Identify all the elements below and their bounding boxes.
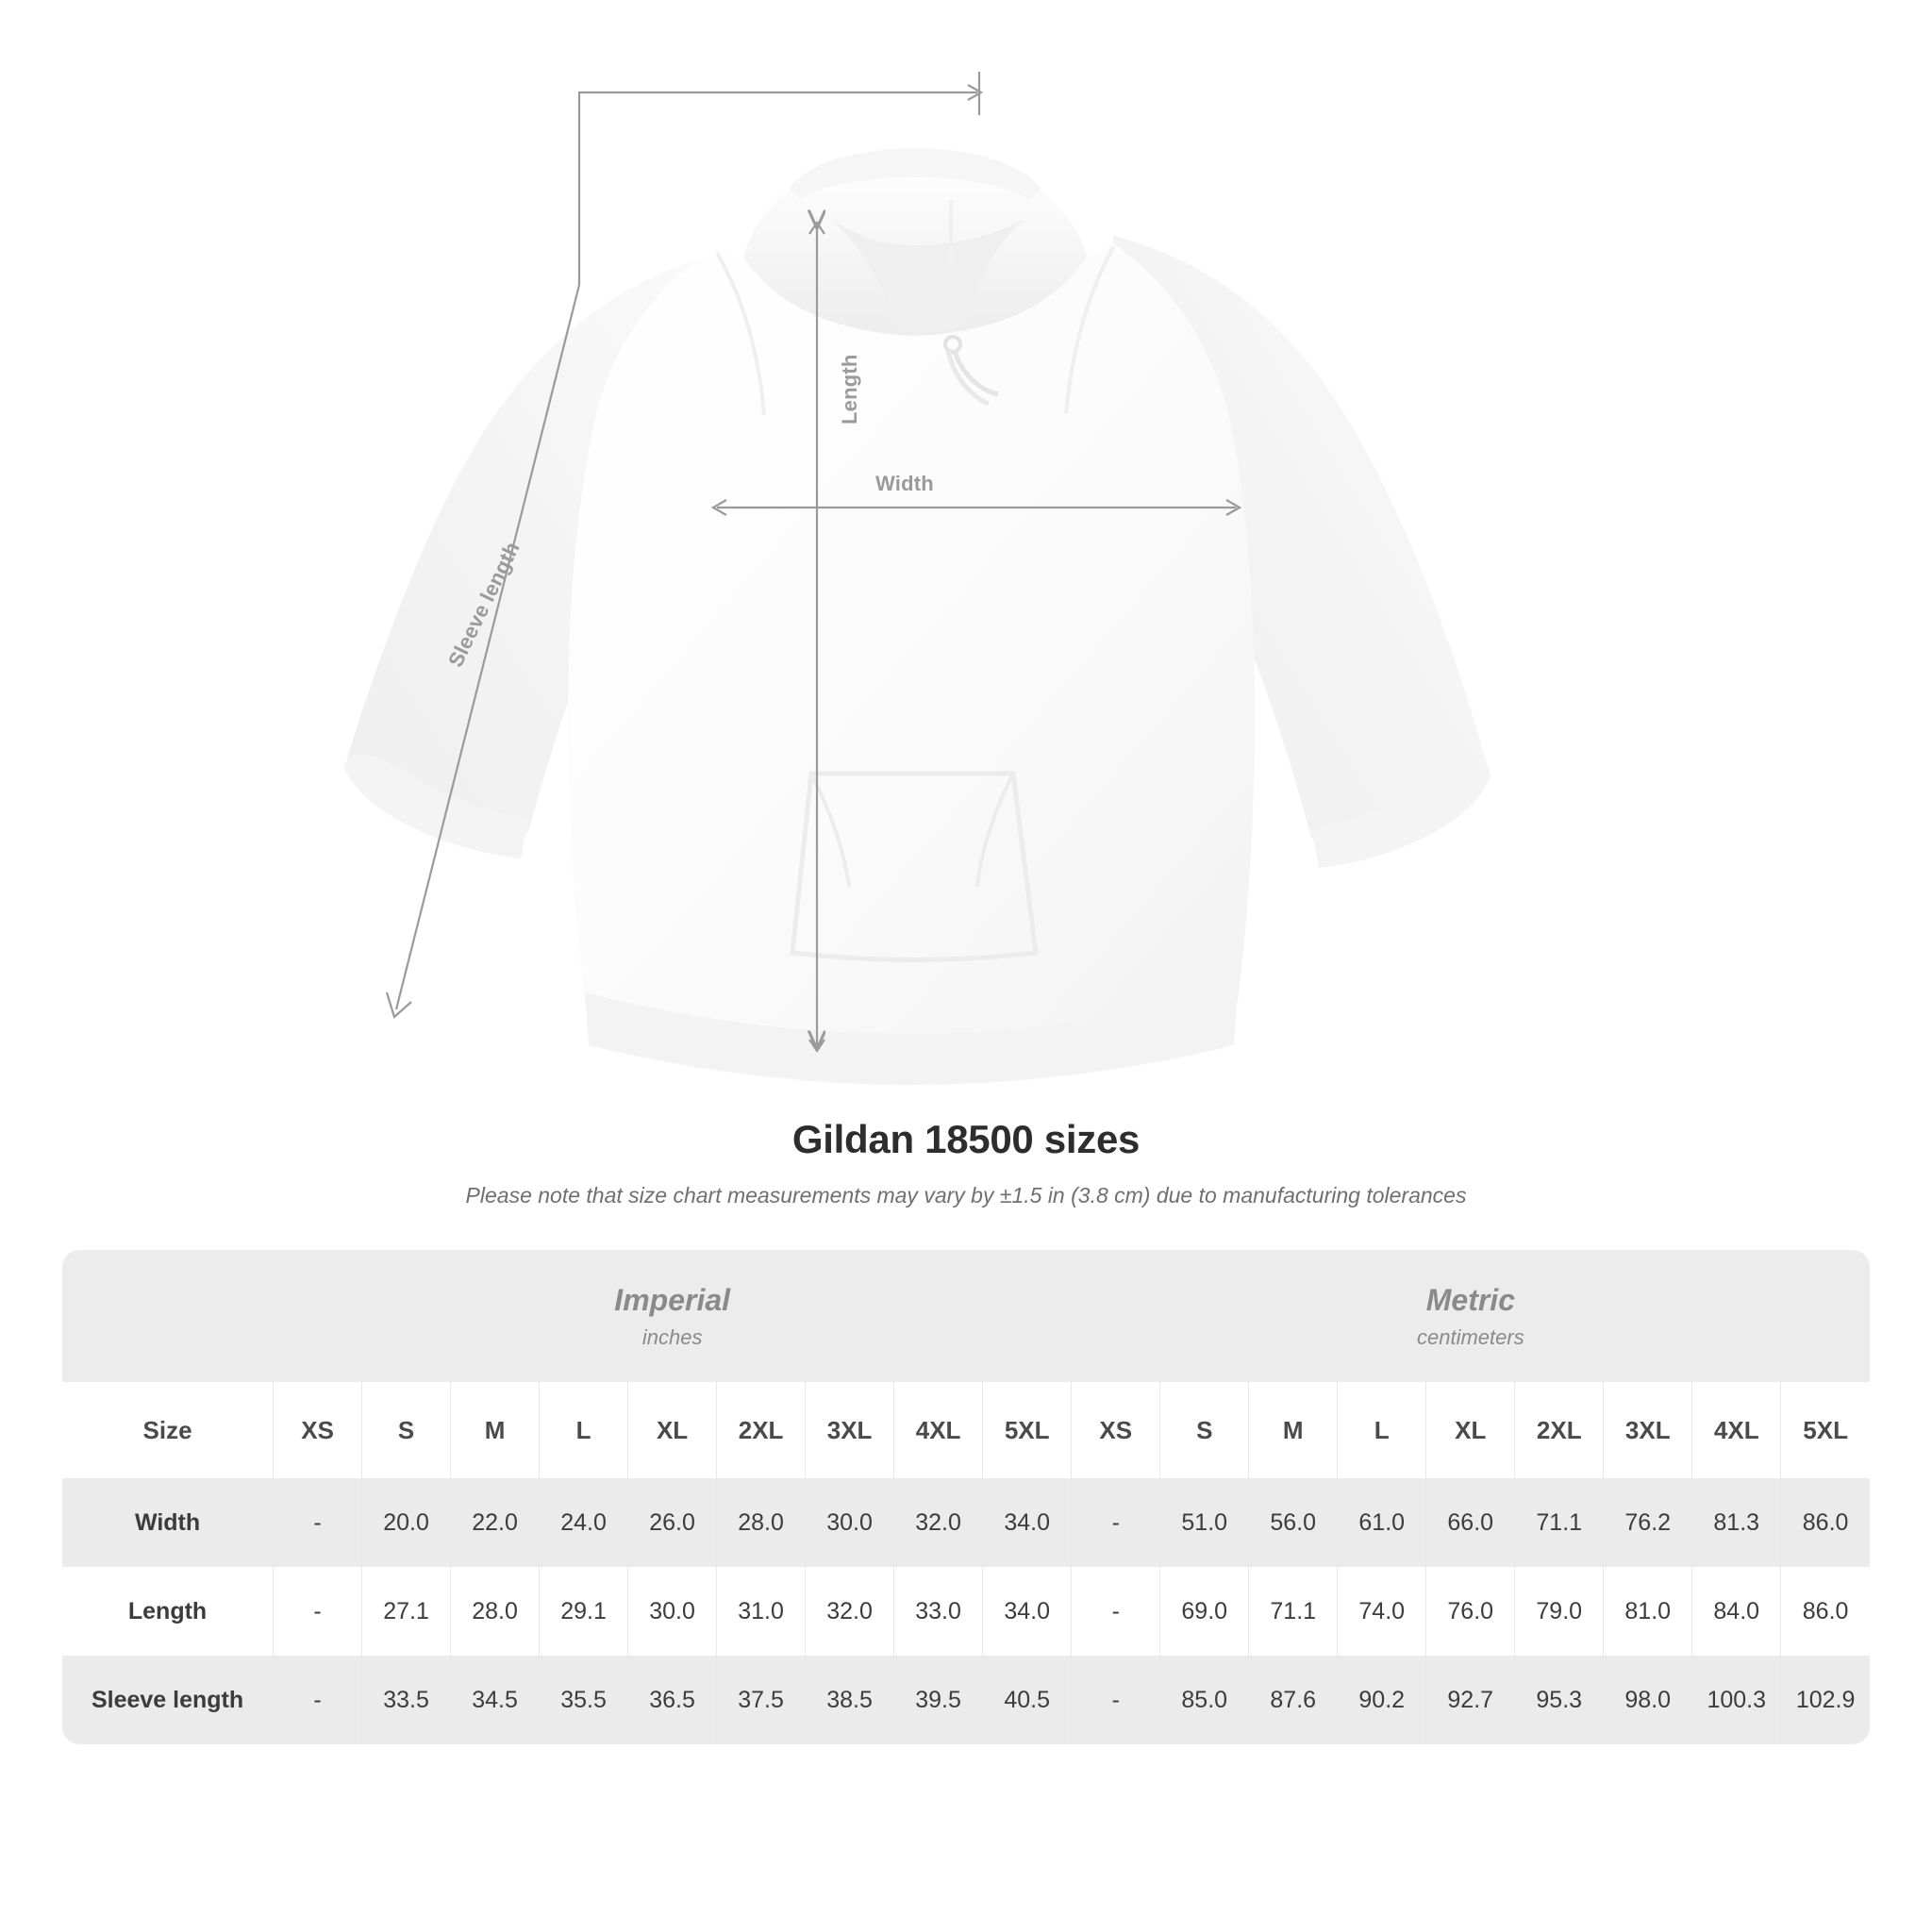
label-length: Length <box>838 354 861 425</box>
unit-header-row <box>62 1250 1870 1382</box>
cell-width-imperial-5xl: 34.0 <box>983 1478 1072 1567</box>
unit-header-metric <box>1072 1250 1870 1382</box>
cell-length-imperial-4xl: 33.0 <box>894 1567 983 1656</box>
cell-length-metric-3xl: 81.0 <box>1604 1567 1692 1656</box>
cell-length-metric-xs: - <box>1072 1567 1160 1656</box>
cell-length-imperial-m: 28.0 <box>451 1567 540 1656</box>
size-table <box>62 1250 1870 1744</box>
size-header-imperial-s: S <box>362 1382 451 1478</box>
cell-sleeve-metric-xl: 92.7 <box>1426 1656 1515 1744</box>
cell-width-imperial-l: 24.0 <box>540 1478 628 1567</box>
cell-sleeve-imperial-xl: 36.5 <box>628 1656 717 1744</box>
table-row <box>62 1567 1870 1656</box>
row-label-sleeve-length: Sleeve length <box>62 1656 274 1744</box>
cell-sleeve-metric-5xl: 102.9 <box>1781 1656 1870 1744</box>
table-row <box>62 1656 1870 1744</box>
cell-length-imperial-l: 29.1 <box>540 1567 628 1656</box>
unit-name-metric: Metric <box>1425 1282 1515 1317</box>
cell-length-imperial-2xl: 31.0 <box>717 1567 806 1656</box>
cell-sleeve-metric-2xl: 95.3 <box>1515 1656 1604 1744</box>
cell-width-metric-3xl: 76.2 <box>1604 1478 1692 1567</box>
cell-width-metric-xl: 66.0 <box>1426 1478 1515 1567</box>
cell-length-metric-m: 71.1 <box>1249 1567 1338 1656</box>
cell-sleeve-imperial-m: 34.5 <box>451 1656 540 1744</box>
page-title: Gildan 18500 sizes <box>791 1117 1141 1161</box>
cell-length-imperial-3xl: 32.0 <box>806 1567 894 1656</box>
size-header-metric-xs: XS <box>1072 1382 1160 1478</box>
unit-name-imperial: Imperial <box>614 1282 731 1317</box>
size-header-metric-l: L <box>1338 1382 1426 1478</box>
cell-width-imperial-xs: - <box>274 1478 362 1567</box>
cell-sleeve-imperial-2xl: 37.5 <box>717 1656 806 1744</box>
cell-width-metric-2xl: 71.1 <box>1515 1478 1604 1567</box>
cell-sleeve-imperial-s: 33.5 <box>362 1656 451 1744</box>
cell-sleeve-imperial-3xl: 38.5 <box>806 1656 894 1744</box>
cell-sleeve-imperial-xs: - <box>274 1656 362 1744</box>
unit-sub-metric: centimeters <box>1417 1324 1524 1349</box>
size-header-imperial-5xl: 5XL <box>983 1382 1072 1478</box>
size-header-metric-4xl: 4XL <box>1692 1382 1781 1478</box>
unit-header-spacer <box>62 1250 274 1382</box>
cell-width-imperial-4xl: 32.0 <box>894 1478 983 1567</box>
unit-sub-imperial: inches <box>641 1324 703 1349</box>
cell-length-metric-s: 69.0 <box>1160 1567 1249 1656</box>
table-row <box>62 1478 1870 1567</box>
cell-sleeve-imperial-5xl: 40.5 <box>983 1656 1072 1744</box>
size-header-row <box>62 1382 1870 1478</box>
size-header-metric-5xl: 5XL <box>1781 1382 1870 1478</box>
cell-sleeve-metric-3xl: 98.0 <box>1604 1656 1692 1744</box>
cell-length-imperial-xs: - <box>274 1567 362 1656</box>
cell-sleeve-metric-l: 90.2 <box>1338 1656 1426 1744</box>
cell-length-metric-xl: 76.0 <box>1426 1567 1515 1656</box>
cell-sleeve-metric-4xl: 100.3 <box>1692 1656 1781 1744</box>
row-label-width: Width <box>62 1478 274 1567</box>
label-width: Width <box>875 472 934 495</box>
cell-sleeve-imperial-4xl: 39.5 <box>894 1656 983 1744</box>
size-header-imperial-m: M <box>451 1382 540 1478</box>
cell-width-imperial-2xl: 28.0 <box>717 1478 806 1567</box>
size-header-imperial-xs: XS <box>274 1382 362 1478</box>
cell-sleeve-metric-s: 85.0 <box>1160 1656 1249 1744</box>
size-header-metric-s: S <box>1160 1382 1249 1478</box>
cell-length-metric-4xl: 84.0 <box>1692 1567 1781 1656</box>
cell-length-imperial-s: 27.1 <box>362 1567 451 1656</box>
cell-length-imperial-5xl: 34.0 <box>983 1567 1072 1656</box>
label-sleeve-length: Sleeve length <box>443 538 525 671</box>
size-header-metric-3xl: 3XL <box>1604 1382 1692 1478</box>
cell-width-imperial-xl: 26.0 <box>628 1478 717 1567</box>
size-header-metric-2xl: 2XL <box>1515 1382 1604 1478</box>
cell-width-metric-4xl: 81.3 <box>1692 1478 1781 1567</box>
cell-width-metric-s: 51.0 <box>1160 1478 1249 1567</box>
cell-length-metric-2xl: 79.0 <box>1515 1567 1604 1656</box>
cell-sleeve-metric-m: 87.6 <box>1249 1656 1338 1744</box>
unit-header-imperial <box>274 1250 1072 1382</box>
title-block <box>0 1117 1932 1208</box>
row-label-length: Length <box>62 1567 274 1656</box>
cell-length-metric-5xl: 86.0 <box>1781 1567 1870 1656</box>
size-header-label: Size <box>62 1382 274 1478</box>
cell-length-imperial-xl: 30.0 <box>628 1567 717 1656</box>
cell-length-metric-l: 74.0 <box>1338 1567 1426 1656</box>
size-header-imperial-4xl: 4XL <box>894 1382 983 1478</box>
cell-sleeve-metric-xs: - <box>1072 1656 1160 1744</box>
tolerance-note: Please note that size chart measurements may vary by ±1.5 in (3.8 cm) due to manufacturing tolerances <box>465 1183 1467 1208</box>
size-header-imperial-xl: XL <box>628 1382 717 1478</box>
cell-width-metric-m: 56.0 <box>1249 1478 1338 1567</box>
size-header-imperial-2xl: 2XL <box>717 1382 806 1478</box>
size-table-container <box>62 1250 1870 1744</box>
size-header-metric-m: M <box>1249 1382 1338 1478</box>
cell-sleeve-imperial-l: 35.5 <box>540 1656 628 1744</box>
size-header-imperial-3xl: 3XL <box>806 1382 894 1478</box>
size-header-metric-xl: XL <box>1426 1382 1515 1478</box>
cell-width-imperial-s: 20.0 <box>362 1478 451 1567</box>
cell-width-metric-xs: - <box>1072 1478 1160 1567</box>
cell-width-imperial-m: 22.0 <box>451 1478 540 1567</box>
cell-width-imperial-3xl: 30.0 <box>806 1478 894 1567</box>
size-header-imperial-l: L <box>540 1382 628 1478</box>
cell-width-metric-5xl: 86.0 <box>1781 1478 1870 1567</box>
cell-width-metric-l: 61.0 <box>1338 1478 1426 1567</box>
